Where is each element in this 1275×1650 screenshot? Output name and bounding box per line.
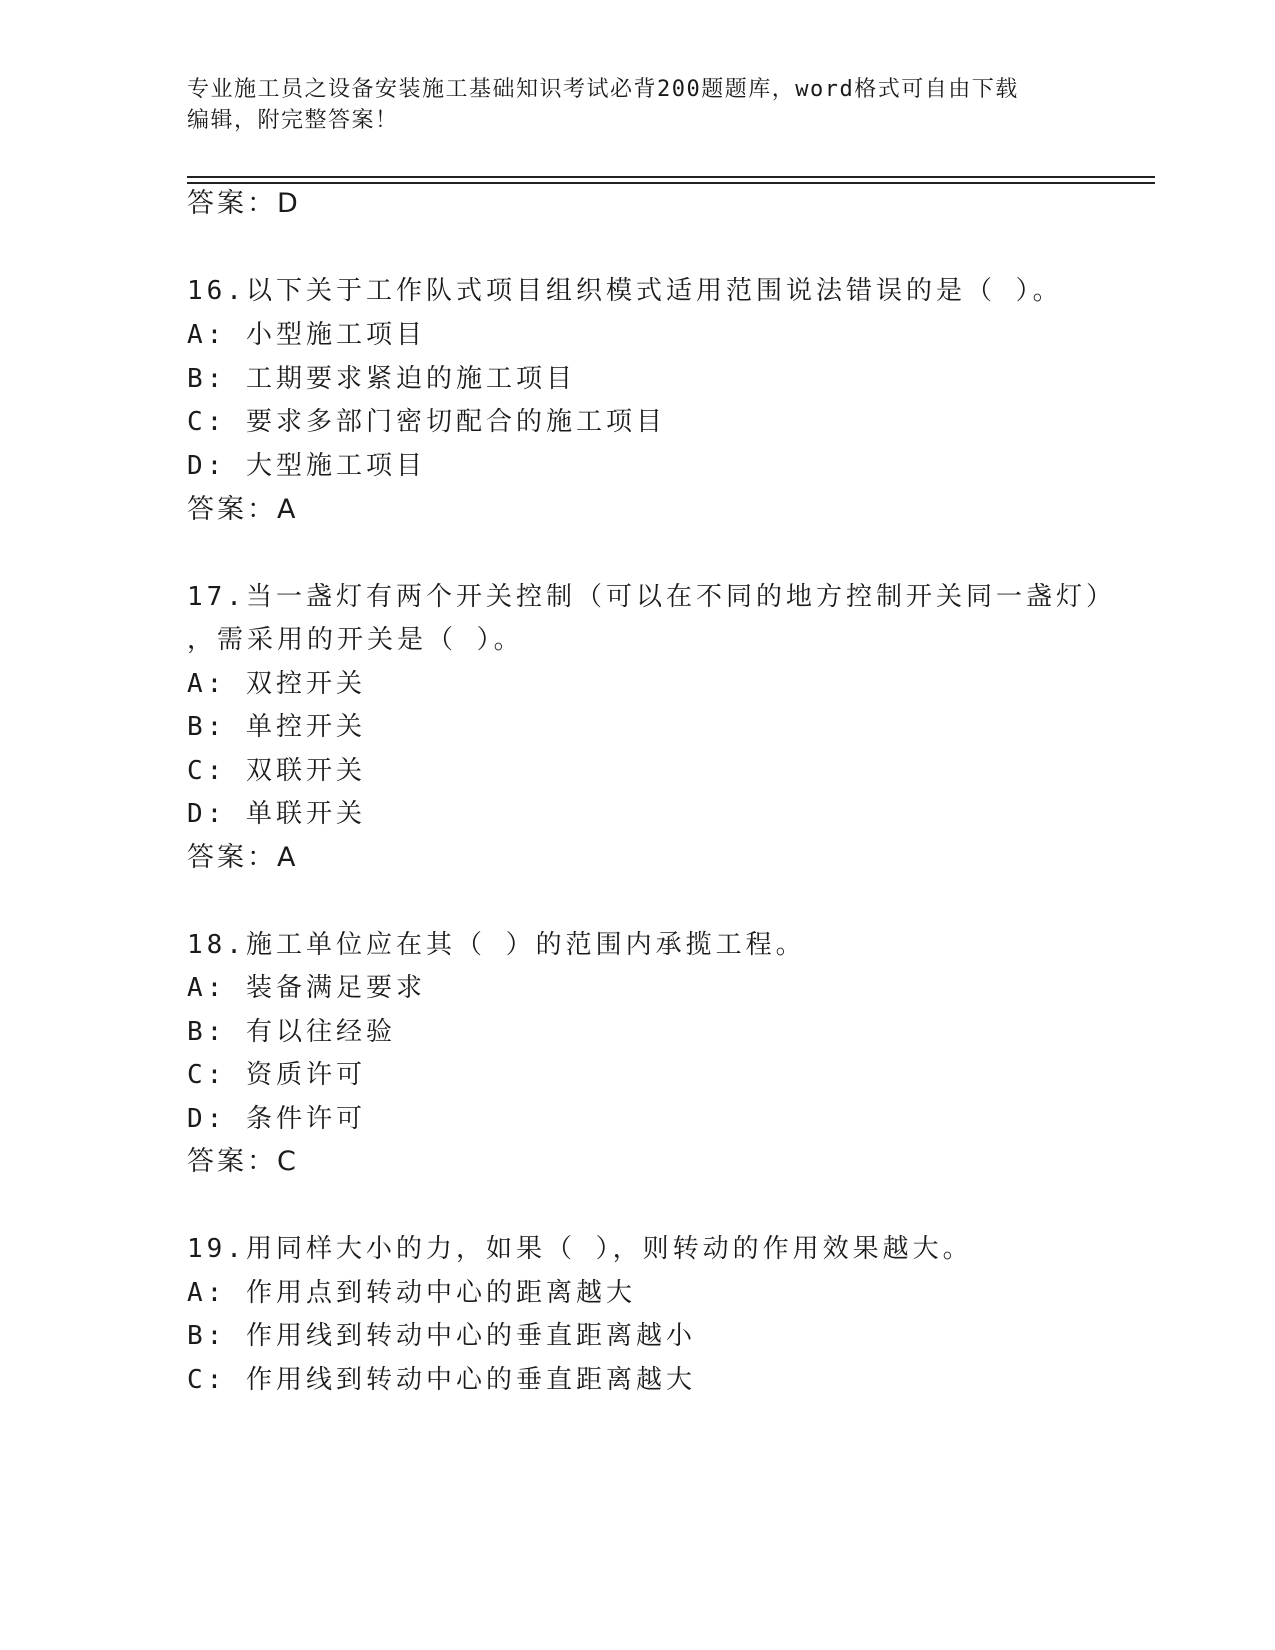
page-header <box>187 74 1067 136</box>
question-16-answer: 答案：A <box>187 494 299 525</box>
question-17-option-a: A: 双控开关 <box>187 669 366 699</box>
question-19-stem: 19.用同样大小的力，如果（ ），则转动的作用效果越大。 <box>187 1234 973 1264</box>
question-19-option-b: B: 作用线到转动中心的垂直距离越小 <box>187 1321 696 1351</box>
question-17-option-c: C: 双联开关 <box>187 756 366 786</box>
question-16-option-a: A: 小型施工项目 <box>187 320 426 350</box>
question-16-option-d: D: 大型施工项目 <box>187 451 426 481</box>
question-17-stem: 17.当一盏灯有两个开关控制（可以在不同的地方控制开关同一盏灯） <box>187 582 1116 612</box>
question-18-answer: 答案：C <box>187 1146 299 1177</box>
question-18-option-a: A: 装备满足要求 <box>187 973 426 1003</box>
question-18-option-b: B: 有以往经验 <box>187 1017 396 1047</box>
question-17-option-d: D: 单联开关 <box>187 799 366 829</box>
header-rule-top <box>187 176 1155 178</box>
header-line-1: 专业施工员之设备安装施工基础知识考试必背200题题库，word格式可自由下载 <box>187 77 1019 102</box>
header-rule-bottom <box>187 182 1155 184</box>
question-19-option-a: A: 作用点到转动中心的距离越大 <box>187 1278 636 1308</box>
question-19-option-c: C: 作用线到转动中心的垂直距离越大 <box>187 1365 696 1395</box>
question-16-stem: 16.以下关于工作队式项目组织模式适用范围说法错误的是（ ）。 <box>187 276 1063 306</box>
header-line-2: 编辑，附完整答案！ <box>187 108 399 133</box>
question-17-answer: 答案：A <box>187 842 299 873</box>
previous-answer: 答案：D <box>187 188 301 219</box>
question-17-option-b: B: 单控开关 <box>187 712 366 742</box>
question-18-option-d: D: 条件许可 <box>187 1104 366 1134</box>
question-18-option-c: C: 资质许可 <box>187 1060 366 1090</box>
question-17-stem-continued: ，需采用的开关是（ ）。 <box>187 625 524 655</box>
question-18-stem: 18.施工单位应在其（ ）的范围内承揽工程。 <box>187 930 806 960</box>
question-16-option-b: B: 工期要求紧迫的施工项目 <box>187 364 576 394</box>
question-16-option-c: C: 要求多部门密切配合的施工项目 <box>187 407 666 437</box>
